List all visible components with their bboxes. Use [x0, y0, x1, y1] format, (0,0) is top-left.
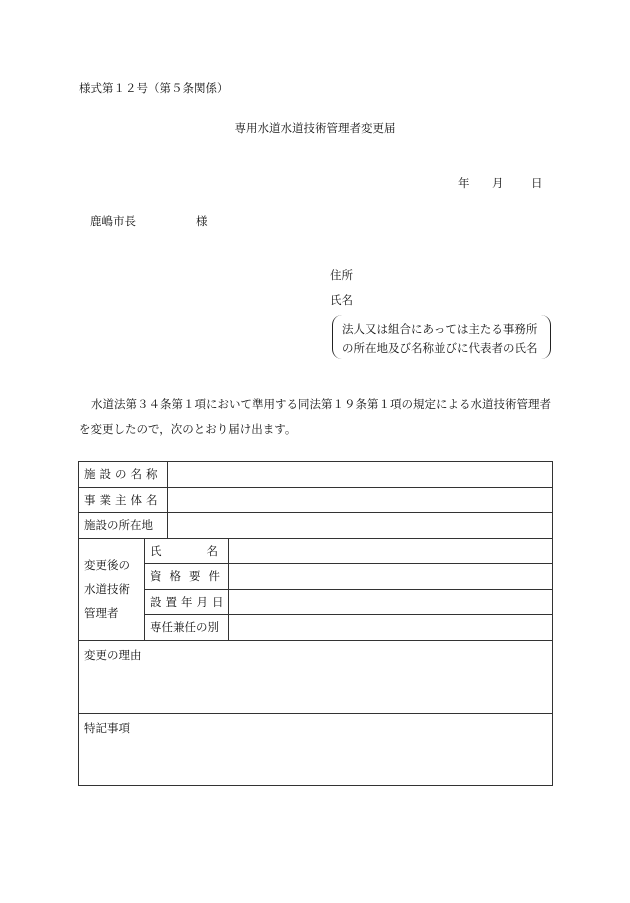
operator-name-field[interactable] — [168, 487, 553, 513]
document-title: 専用水道水道技術管理者変更届 — [234, 121, 396, 135]
operator-name-label: 事業主体名 — [79, 487, 168, 513]
table-row — [79, 513, 553, 539]
table-row — [79, 538, 553, 564]
bracket-note-line-1: 法人又は組合にあっては主たる事務所 — [342, 322, 538, 336]
manager-name-label — [145, 538, 229, 564]
date-year-label: 年 — [458, 176, 470, 190]
table-row — [79, 713, 553, 785]
special-notes-label: 特記事項 — [84, 720, 130, 735]
table-row — [79, 462, 553, 488]
manager-name-field[interactable] — [229, 538, 553, 564]
new-manager-header-line-1: 変更後の — [84, 558, 130, 572]
new-manager-header-line-3: 管理者 — [84, 606, 119, 620]
new-manager-header-line-2: 水道技術 — [84, 582, 130, 596]
fulltime-status-field[interactable] — [229, 615, 553, 641]
applicant-bracket-note — [332, 315, 551, 359]
addressee-name: 鹿嶋市長 — [90, 214, 136, 228]
table-row — [79, 564, 553, 590]
date-month-label: 月 — [492, 176, 504, 190]
applicant-address-label: 住所 — [330, 268, 353, 282]
qualification-label: 資格要件 — [145, 564, 229, 590]
manager-name-label-left: 氏 — [150, 543, 162, 558]
bracket-note-line-2: の所在地及び名称並びに代表者の氏名 — [342, 341, 538, 355]
manager-name-label-right: 名 — [206, 543, 218, 558]
facility-location-label: 施設の所在地 — [79, 513, 168, 539]
qualification-field[interactable] — [229, 564, 553, 590]
fulltime-status-label: 専任兼任の別 — [145, 615, 229, 641]
body-paragraph: 水道法第３４条第１項において準用する同法第１９条第１項の規定による水道技術管理者を変更したので，次のとおり届け出ます。 — [79, 397, 551, 436]
notification-form-table — [78, 461, 553, 786]
appointment-date-label: 設置年月日 — [145, 589, 229, 615]
form-number: 様式第１２号（第５条関係） — [79, 81, 229, 95]
appointment-date-field[interactable] — [229, 589, 553, 615]
addressee-honorific: 様 — [196, 214, 208, 228]
table-row — [79, 589, 553, 615]
table-row — [79, 615, 553, 641]
facility-name-label: 施設の名称 — [79, 462, 168, 488]
change-reason-label: 変更の理由 — [84, 647, 142, 662]
new-manager-header — [79, 538, 145, 640]
date-day-label: 日 — [531, 176, 543, 190]
applicant-name-label: 氏名 — [330, 293, 353, 307]
facility-location-field[interactable] — [168, 513, 553, 539]
special-notes-field[interactable] — [79, 713, 553, 785]
facility-name-field[interactable] — [168, 462, 553, 488]
change-reason-field[interactable] — [79, 640, 553, 713]
table-row — [79, 487, 553, 513]
table-row — [79, 640, 553, 713]
